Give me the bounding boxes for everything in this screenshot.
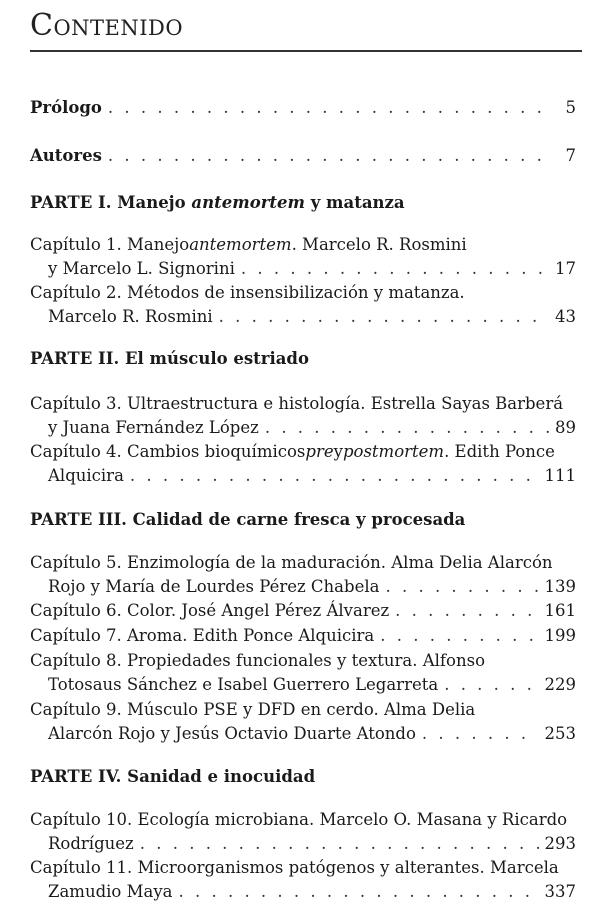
- toc-entry-chapter-8[interactable]: Capítulo 8. Propiedades funcionales y textura. Alfonso Totosaus Sánchez e Isabel Guerrero Legarreta . . . 229: [30, 649, 576, 697]
- page-number: 111: [544, 466, 576, 485]
- entry-title: Autores: [30, 146, 102, 165]
- dot-leader: [108, 96, 552, 120]
- page-number: 229: [544, 675, 576, 694]
- dot-leader: [385, 575, 538, 599]
- dot-leader: [444, 673, 538, 697]
- page-number: 5: [565, 98, 576, 117]
- page-number: 7: [565, 146, 576, 165]
- page-number: 139: [544, 577, 576, 596]
- dot-leader: [140, 832, 539, 856]
- dot-leader: [422, 722, 539, 746]
- page-number: 89: [555, 418, 576, 437]
- dot-leader: [265, 416, 549, 440]
- dot-leader: [219, 305, 549, 329]
- page-number: 43: [555, 307, 576, 326]
- page-number: 253: [544, 724, 576, 743]
- toc-entry-chapter-11[interactable]: Capítulo 11. Microorganismos patógenos y alterantes. Marcela Zamudio Maya . . . 337: [30, 856, 576, 904]
- dot-leader: [395, 599, 538, 623]
- toc-entry-autores[interactable]: [30, 144, 576, 168]
- page-number: 293: [544, 834, 576, 853]
- dot-leader: [380, 624, 538, 648]
- toc-entry-chapter-1[interactable]: Capítulo 1. Manejo antemortem . Marcelo R. Rosmini y Marcelo L. Signorini . . . 17: [30, 233, 576, 281]
- toc-entry-chapter-3[interactable]: Capítulo 3. Ultraestructura e histología. Estrella Sayas Barberá y Juana Fernández López . . . 89: [30, 392, 576, 440]
- page-number: 337: [544, 882, 576, 901]
- page-number: 161: [544, 601, 576, 620]
- part-heading-1: PARTE I. Manejo antemortem y matanza: [30, 193, 405, 212]
- page-number: 199: [544, 626, 576, 645]
- toc-entry-chapter-10[interactable]: Capítulo 10. Ecología microbiana. Marcelo O. Masana y Ricardo Rodríguez . . . 293: [30, 808, 576, 856]
- toc-entry-prologo[interactable]: [30, 96, 576, 120]
- toc-entry-chapter-4[interactable]: Capítulo 4. Cambios bioquímicos pre y postmortem . Edith Ponce Alquicira . . . 111: [30, 440, 576, 488]
- page-title: Contenido: [30, 8, 184, 43]
- toc-entry-chapter-5[interactable]: Capítulo 5. Enzimología de la maduración. Alma Delia Alarcón Rojo y María de Lourdes Pérez Chabela . . . 139: [30, 551, 576, 599]
- toc-entry-chapter-6[interactable]: Capítulo 6. Color. José Angel Pérez Álvarez . . . 161: [30, 599, 576, 623]
- part-heading-3: PARTE III. Calidad de carne fresca y procesada: [30, 510, 466, 529]
- toc-entry-chapter-9[interactable]: Capítulo 9. Músculo PSE y DFD en cerdo. Alma Delia Alarcón Rojo y Jesús Octavio Duarte Atondo . . . 253: [30, 698, 576, 746]
- title-rule: [30, 50, 582, 52]
- dot-leader: [241, 257, 549, 281]
- dot-leader: [178, 880, 538, 904]
- toc-entry-chapter-2[interactable]: Capítulo 2. Métodos de insensibilización y matanza. Marcelo R. Rosmini . . . 43: [30, 281, 576, 329]
- entry-title: Prólogo: [30, 98, 102, 117]
- part-heading-4: PARTE IV. Sanidad e inocuidad: [30, 767, 316, 786]
- dot-leader: [108, 144, 552, 168]
- dot-leader: [130, 464, 539, 488]
- part-heading-2: PARTE II. El músculo estriado: [30, 349, 309, 368]
- toc-entry-chapter-7[interactable]: Capítulo 7. Aroma. Edith Ponce Alquicira . . . 199: [30, 624, 576, 648]
- page-number: 17: [555, 259, 576, 278]
